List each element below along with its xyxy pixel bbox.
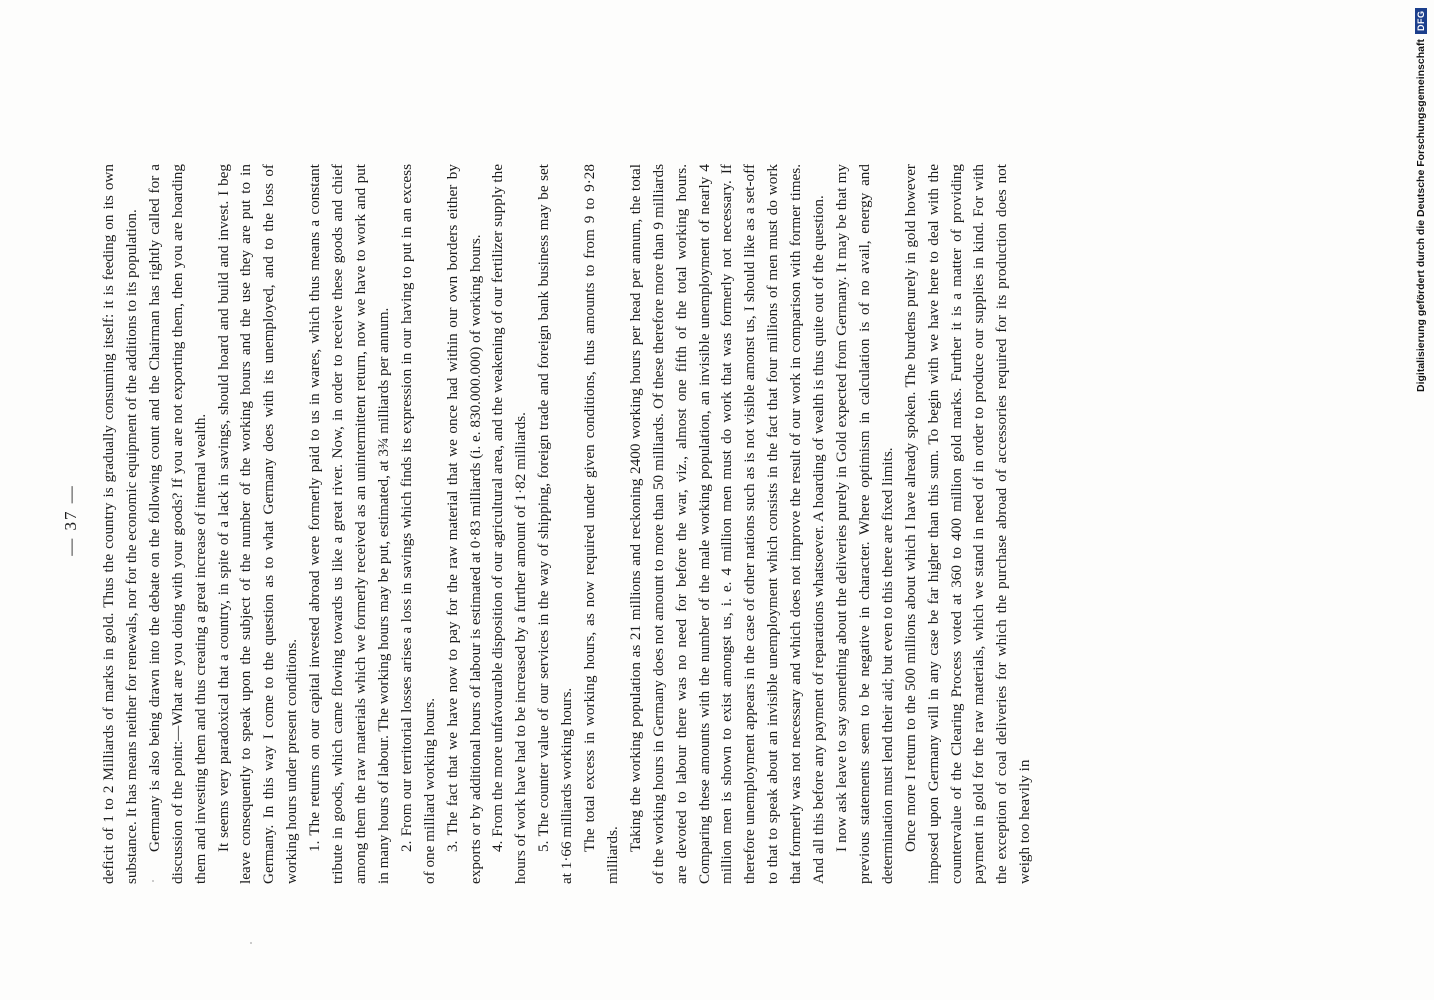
paragraph: 4. From the more unfavourable disposition of our agricultural area, and the weakening of our fertilizer supply the hours of work have had to be increased by a further amount of 1·82 milliards. xyxy=(489,164,530,884)
paragraph: 1. The returns on our capital invested abroad were formerly paid to us in wares, which thus means a constant tribute in goods, which came flowing towards us like a great river. Now, in order to receive these goods and chief among them the raw materials which we formerly received as an unintermittent return, now we have to work and put in many hours of labour. The working hours may be put, estimated, at 3¾ milliards per annum. xyxy=(306,164,392,884)
dfg-logo: DFG xyxy=(1415,8,1427,35)
scan-speck xyxy=(152,880,154,882)
rotated-document-page xyxy=(60,140,1310,900)
paragraph: It seems very paradoxical that a country, in spite of a lack in savings, should hoard and build and invest. I beg leave consequently to speak upon the subject of the number of the working hours and the use they are put to in Germany. In this way I come to the question as to what Germany does with its unemployed, and to the loss of working hours under present conditions. xyxy=(214,164,301,884)
paragraph: I now ask leave to say something about the deliveries purely in Gold expected from Germany. It may be that my previous statements seem to be negative in character. Where optimism in calculation is of no avail, energy and determination must lend their aid; but even to this there are fixed limits. xyxy=(833,164,896,884)
paragraph: 5. The counter value of our services in the way of shipping, foreign trade and foreign bank business may be set at 1·66 milliards working hours. xyxy=(535,164,576,884)
scan-speck xyxy=(250,942,252,944)
paragraph: 2. From our territorial losses arises a loss in savings which finds its expression in our having to put in an excess of one milliard working hours. xyxy=(397,164,438,884)
body-text xyxy=(98,164,1037,884)
paragraph: Once more I return to the 500 millions about which I have already spoken. The burdens purely in gold however imposed upon Germany will in any case be far higher than this sum. To begin with we have here to deal with the countervalue of the Clearing Process voted at 360 to 400 million gold marks. Further it is a matter of providing payment in gold for the raw materials, which we stand in need of in order to produce our supplies in kind. For with the exception of coal deliveries for which the purchase abroad of accessories required for its production does not weigh too heavily in xyxy=(901,164,1034,884)
paragraph: Germany is also being drawn into the debate on the following count and the Chairman has rightly called for a discussion of the point:—What are you doing with your goods? If you are not exporting them, then you are hoarding them and investing them and thus creating a great increase of internal wealth. xyxy=(145,164,209,884)
paragraph: deficit of 1 to 2 Milliards of marks in gold. Thus the country is gradually consuming itself: it is feeding on its own substance. It has means neither for renewals, nor for the economic equipment of the additions to its population. xyxy=(100,164,140,884)
digitization-credit-text: Digitalisierung gefördert durch die Deutsche Forschungsgemeinschaft xyxy=(1415,39,1427,392)
paragraph: The total excess in working hours, as now required under given conditions, thus amounts to from 9 to 9·28 milliards. xyxy=(581,164,621,884)
digitization-credit xyxy=(1413,12,1429,392)
page-number: — 37 — xyxy=(61,484,80,556)
paragraph: Taking the working population as 21 millions and reckoning 2400 working hours per head per annum, the total of the working hours in Germany does not amount to more than 50 milliards. Of these therefore more than 9 milliards are devoted to labour there was no need for before the war, viz., almost one fifth of the total working hours. Comparing these amounts with the number of the male working population, an invisible unemployment of nearly 4 million men is shown to exist amongst us, i. e. 4 million men must do work that was formerly not necessary. If therefore unemployment appears in the case of other nations such as is not visible amonst us, I should like as a set-off to that to speak about an invisible unemployment which consists in the fact that four millions of men must do work that formerly was not necessary and which does not improve the result of our work in comparison with former times. And all this before any payment of reparations whatsoever. A hoarding of wealth is thus quite out of the question. xyxy=(626,164,828,884)
paragraph: 3. The fact that we have now to pay for the raw material that we once had within our own borders either by exports or by additional hours of labour is estimated at 0·83 milliards (i. e. 830.000.000) of working hours. xyxy=(443,164,484,884)
